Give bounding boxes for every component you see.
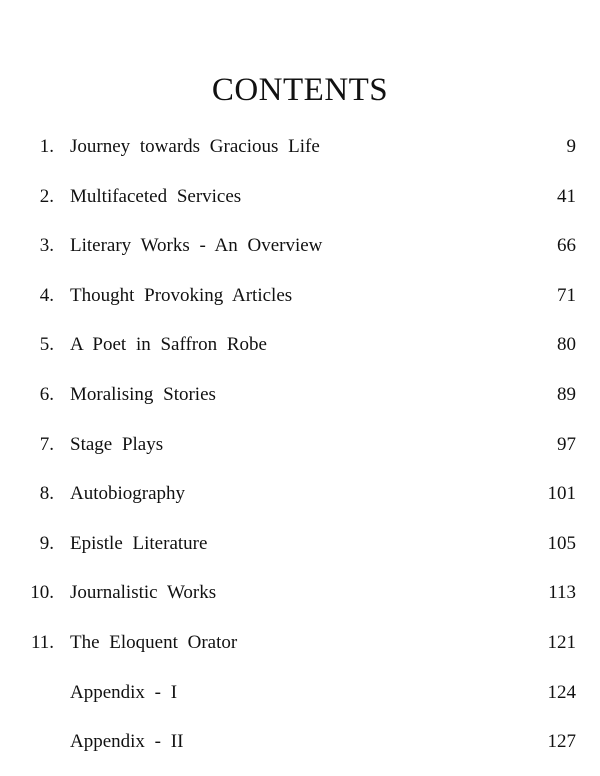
toc-entry [0, 525, 600, 575]
page-number: 71 [557, 284, 576, 306]
chapter-title: Stage Plays [70, 433, 164, 455]
toc-entry [0, 376, 600, 426]
toc-entry [0, 426, 600, 476]
chapter-title: Epistle Literature [70, 532, 208, 554]
page-title: CONTENTS [211, 72, 389, 108]
page-number: 101 [547, 483, 576, 505]
page-number: 121 [547, 631, 576, 653]
table-of-contents [0, 128, 600, 773]
toc-entry [0, 723, 600, 773]
chapter-number: 2. [39, 185, 54, 207]
page-number: 41 [557, 185, 576, 207]
toc-entry [0, 674, 600, 724]
chapter-number: 5. [39, 334, 54, 356]
chapter-title: A Poet in Saffron Robe [70, 334, 267, 356]
page-number: 105 [547, 532, 576, 554]
chapter-title: Journalistic Works [70, 582, 217, 604]
chapter-title: Thought Provoking Articles [70, 284, 293, 306]
chapter-title: The Eloquent Orator [70, 631, 238, 653]
toc-entry [0, 326, 600, 376]
page-number: 89 [557, 383, 576, 405]
page-number: 66 [557, 235, 576, 257]
chapter-number: 10. [30, 582, 54, 604]
appendix-title: Appendix - I [70, 681, 178, 703]
chapter-title: Autobiography [70, 483, 186, 505]
chapter-title: Moralising Stories [70, 383, 216, 405]
page-number: 124 [547, 681, 576, 703]
page-number: 127 [547, 731, 576, 753]
page-number: 80 [557, 334, 576, 356]
page-number: 97 [557, 433, 576, 455]
appendix-title: Appendix - II [70, 731, 184, 753]
page-number: 9 [566, 136, 576, 157]
chapter-number: 3. [39, 235, 54, 257]
toc-entry [0, 475, 600, 525]
chapter-title: Literary Works - An Overview [70, 235, 323, 257]
chapter-number: 6. [39, 383, 54, 405]
toc-entry [0, 227, 600, 277]
toc-entry [0, 624, 600, 674]
chapter-number: 11. [30, 631, 54, 653]
chapter-number: 4. [39, 284, 54, 306]
chapter-title: Multifaceted Services [70, 185, 242, 207]
page-number: 113 [548, 582, 576, 604]
chapter-number: 9. [39, 532, 54, 554]
toc-entry [0, 128, 600, 178]
chapter-number: 8. [39, 483, 54, 505]
toc-entry [0, 178, 600, 228]
chapter-number: 7. [39, 433, 54, 455]
chapter-title: Journey towards Gracious Life [70, 136, 320, 157]
chapter-number: 1. [39, 136, 54, 157]
toc-entry [0, 277, 600, 327]
toc-entry [0, 574, 600, 624]
